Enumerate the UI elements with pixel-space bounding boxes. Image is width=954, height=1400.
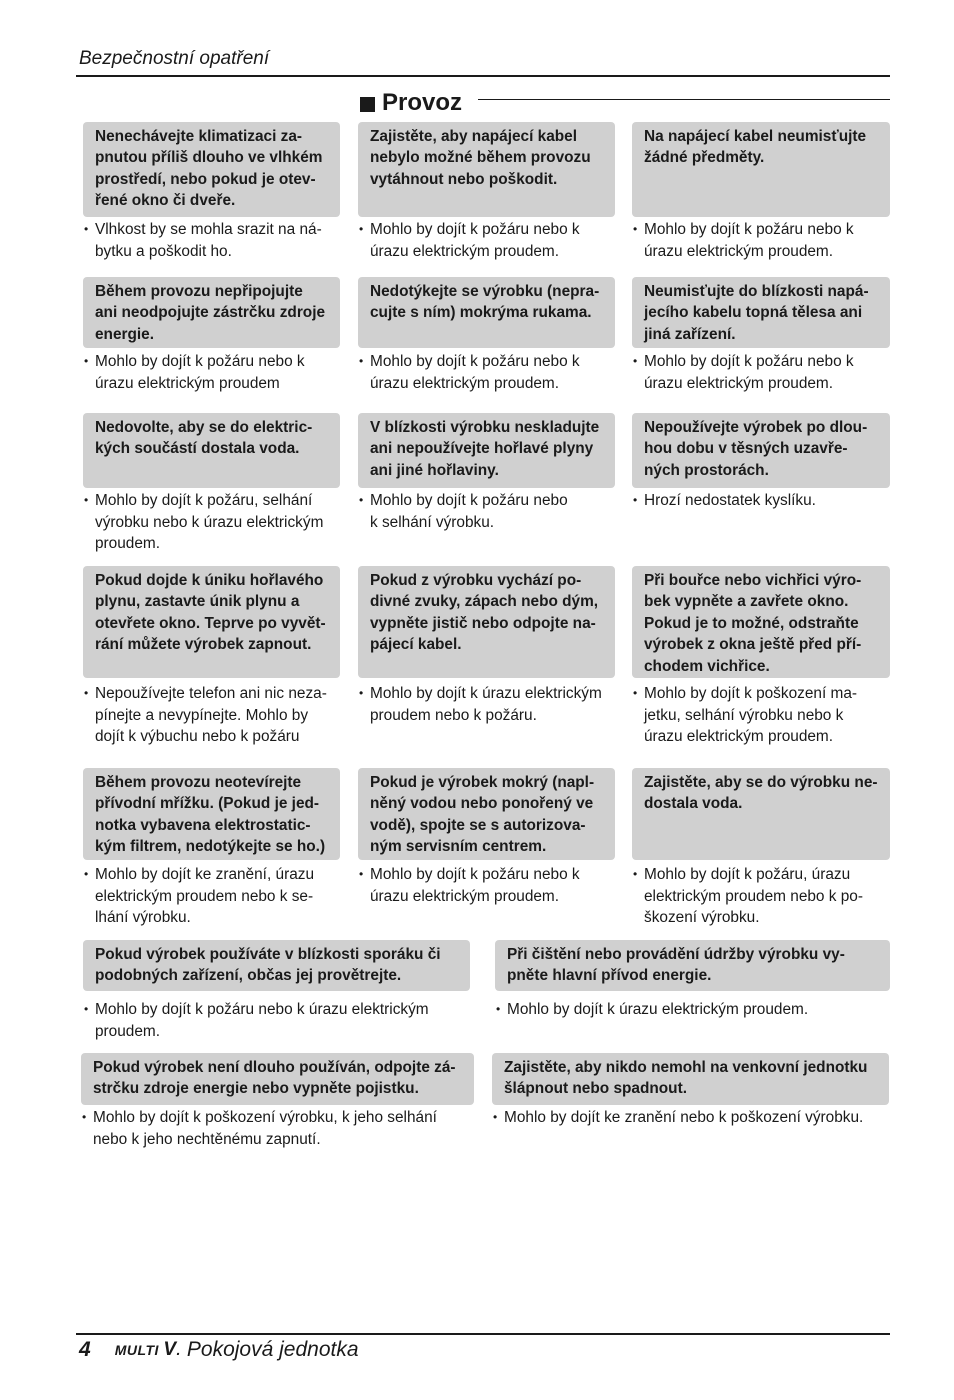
- warning-note: [632, 683, 898, 748]
- warning-box-line: kým filtrem, nedotýkejte se ho.): [95, 838, 326, 856]
- warning-box-line: ani jiné hořlaviny.: [370, 461, 499, 479]
- warning-note-line: Mohlo by dojít k požáru nebo k: [370, 866, 580, 883]
- warning-box-line: Pokud výrobek není dlouho používán, odpojte zá-: [93, 1059, 456, 1076]
- warning-note: [358, 219, 623, 262]
- warning-note: [83, 864, 348, 929]
- warning-box-line: Pokud je výrobek mokrý (napl-: [370, 774, 595, 791]
- warning-box-line: vytáhnout nebo poškodit.: [370, 170, 558, 188]
- warning-box: [83, 940, 470, 991]
- warning-box-line: šlápnout nebo spadnout.: [504, 1080, 687, 1098]
- warning-box-line: Zajistěte, aby se do výrobku ne-: [644, 774, 878, 791]
- section-heading: [360, 88, 462, 118]
- warning-note-line: Mohlo by dojít k požáru nebo k: [95, 353, 305, 370]
- warning-box-line: energie.: [95, 325, 155, 343]
- warning-box-line: Pokud z výrobku vychází po-: [370, 572, 582, 589]
- warning-note-line: bytku a poškodit ho.: [95, 242, 232, 260]
- bullet-icon: •: [84, 1002, 89, 1016]
- bullet-icon: •: [84, 493, 89, 507]
- warning-note: [358, 490, 623, 533]
- warning-box: [492, 1053, 889, 1105]
- warning-note: [358, 864, 623, 907]
- warning-note-line: Vlhkost by se mohla srazit na ná-: [95, 221, 322, 238]
- brand-logo-word: MULTI: [114, 1342, 159, 1358]
- warning-box: [358, 277, 615, 348]
- warning-box-line: Při bouřce nebo vichřici výro-: [644, 572, 862, 589]
- bullet-icon: •: [84, 686, 89, 700]
- warning-box-line: Na napájecí kabel neumisťujte: [644, 128, 867, 145]
- warning-note: [632, 351, 898, 394]
- bullet-icon: •: [633, 493, 638, 507]
- warning-box: [632, 413, 890, 488]
- warning-note-line: Mohlo by dojít k požáru nebo: [370, 492, 568, 509]
- warning-box-line: V blízkosti výrobku neskladujte: [370, 419, 600, 436]
- bullet-icon: •: [633, 222, 638, 236]
- warning-box-line: Pokud výrobek používáte v blízkosti sporáku či: [95, 946, 441, 963]
- warning-box-line: otevřete okno. Teprve po vyvět-: [95, 614, 326, 632]
- warning-box-line: Neumisťujte do blízkosti napá-: [644, 283, 869, 300]
- warning-note-line: škození výrobku.: [644, 909, 760, 927]
- warning-box-line: řené okno či dveře.: [95, 192, 236, 210]
- warning-box-line: cujte s ním) mokrýma rukama.: [370, 304, 592, 322]
- warning-note: [492, 1107, 897, 1129]
- warning-note-line: elektrickým proudem nebo k se-: [95, 887, 314, 905]
- warning-note-line: úrazu elektrickým proudem.: [644, 374, 834, 392]
- warning-box-line: Pokud je to možné, odstraňte: [644, 614, 859, 632]
- brand-logo-mark: .: [176, 1342, 181, 1358]
- warning-note-line: lhání výrobku.: [95, 909, 191, 927]
- warning-note-line: Hrozí nedostatek kyslíku.: [644, 492, 816, 509]
- bullet-icon: •: [359, 222, 364, 236]
- bullet-icon: •: [84, 867, 89, 881]
- warning-box: [632, 566, 890, 678]
- bullet-icon: •: [633, 686, 638, 700]
- warning-note: [632, 490, 898, 512]
- warning-box-line: pnutou příliš dlouho ve vlhkém: [95, 149, 323, 167]
- warning-note: [495, 999, 898, 1021]
- footer-title: Pokojová jednotka: [186, 1338, 359, 1361]
- warning-box-line: Nepoužívejte výrobek po dlou-: [644, 419, 868, 436]
- warning-box-line: vodě), spojte se s autorizova-: [370, 816, 586, 834]
- warning-note-line: Mohlo by dojít k úrazu elektrickým: [370, 685, 602, 702]
- warning-note-line: Mohlo by dojít ke zranění, úrazu: [95, 866, 315, 883]
- warning-note: [83, 351, 348, 394]
- warning-note: [358, 683, 623, 726]
- warning-box-line: divné zvuky, zápach nebo dým,: [370, 593, 599, 611]
- section-divider: [478, 99, 890, 100]
- warning-box-line: pájecí kabel.: [370, 636, 462, 654]
- warning-box-line: Pokud dojde k úniku hořlavého: [95, 572, 324, 589]
- page-number: 4: [79, 1338, 91, 1361]
- warning-note-line: Mohlo by dojít k úrazu elektrickým proudem.: [507, 1001, 809, 1018]
- warning-box-line: Nenechávejte klimatizaci za-: [95, 128, 303, 145]
- warning-note-line: Mohlo by dojít k požáru, selhání: [95, 492, 313, 509]
- bullet-icon: •: [84, 222, 89, 236]
- warning-box: [358, 122, 615, 217]
- warning-note-line: úrazu elektrickým proudem.: [644, 728, 834, 746]
- warning-note-line: Mohlo by dojít k požáru, úrazu: [644, 866, 851, 883]
- page-header-title: Bezpečnostní opatření: [79, 48, 270, 69]
- warning-box-line: pněte hlavní přívod energie.: [507, 967, 712, 985]
- warning-note-line: Mohlo by dojít k poškození výrobku, k jeho selhání: [93, 1109, 437, 1126]
- warning-box: [358, 566, 615, 678]
- warning-box: [83, 566, 340, 678]
- warning-box-line: Během provozu nepřipojujte: [95, 283, 303, 300]
- warning-note-line: Mohlo by dojít k poškození ma-: [644, 685, 858, 702]
- warning-box-line: ných prostorách.: [644, 461, 769, 479]
- warning-box-line: chodem vichřice.: [644, 657, 770, 675]
- bullet-icon: •: [633, 867, 638, 881]
- warning-box-line: nebylo možné během provozu: [370, 149, 591, 167]
- warning-box-line: hou dobu v těsných uzavře-: [644, 440, 848, 458]
- warning-box: [81, 1053, 474, 1105]
- warning-note-line: Mohlo by dojít k požáru nebo k: [370, 221, 580, 238]
- warning-note: [83, 683, 348, 748]
- warning-note: [632, 219, 898, 262]
- warning-box-line: dostala voda.: [644, 795, 743, 813]
- warning-box: [358, 413, 615, 488]
- warning-box-line: ani nepoužívejte hořlavé plyny: [370, 440, 594, 458]
- warning-note: [83, 219, 348, 262]
- warning-note-line: nebo k jeho nechtěnému zapnutí.: [93, 1130, 321, 1148]
- warning-box-line: výrobek z okna ještě před pří-: [644, 636, 862, 654]
- brand-logo-letter: V: [163, 1339, 177, 1360]
- bullet-icon: •: [82, 1110, 87, 1124]
- warning-box: [83, 122, 340, 217]
- page-footer: [79, 1336, 359, 1364]
- warning-note-line: proudem.: [95, 1022, 161, 1040]
- warning-box-line: notka vybavena elektrostatic-: [95, 816, 311, 834]
- warning-box-line: vypněte jistič nebo odpojte na-: [370, 614, 596, 632]
- warning-note-line: úrazu elektrickým proudem.: [370, 374, 560, 392]
- warning-box-line: Zajistěte, aby nikdo nemohl na venkovní jednotku: [504, 1059, 868, 1076]
- warning-note-line: úrazu elektrickým proudem.: [370, 887, 560, 905]
- warning-box-line: Při čištění nebo provádění údržby výrobku vy-: [507, 946, 845, 963]
- warning-note: [83, 999, 478, 1042]
- warning-box-line: Nedovolte, aby se do elektric-: [95, 419, 313, 436]
- warning-box: [83, 413, 340, 488]
- warning-box-line: prostředí, nebo pokud je otev-: [95, 170, 316, 188]
- warning-box: [632, 122, 890, 217]
- bullet-icon: •: [84, 354, 89, 368]
- warning-box-line: Zajistěte, aby napájecí kabel: [370, 128, 578, 145]
- warning-box-line: přívodní mřížku. (Pokud je jed-: [95, 795, 320, 813]
- warning-note-line: úrazu elektrickým proudem: [95, 374, 280, 392]
- warning-box-line: podobných zařízení, občas jej provětrejte.: [95, 967, 402, 985]
- warning-note-line: proudem nebo k požáru.: [370, 706, 537, 724]
- warning-note-line: Mohlo by dojít ke zranění nebo k poškození výrobku.: [504, 1109, 864, 1126]
- warning-note-line: Mohlo by dojít k požáru nebo k: [644, 353, 854, 370]
- warning-box: [632, 277, 890, 348]
- warning-box-line: bek vypněte a zavřete okno.: [644, 593, 849, 611]
- bullet-icon: •: [359, 354, 364, 368]
- header-divider: [76, 75, 890, 77]
- warning-box: [83, 277, 340, 348]
- warning-note-line: Mohlo by dojít k požáru nebo k: [370, 353, 580, 370]
- warning-box-line: strčku zdroje energie nebo vypněte pojistku.: [93, 1080, 419, 1098]
- warning-note: [632, 864, 898, 929]
- warning-box-line: jiná zařízení.: [644, 325, 736, 343]
- warning-note: [81, 1107, 482, 1150]
- warning-box-line: něný vodou nebo ponořený ve: [370, 795, 594, 813]
- warning-note-line: výrobku nebo k úrazu elektrickým: [95, 513, 324, 531]
- warning-note-line: jetku, selhání výrobku nebo k: [644, 706, 844, 724]
- warning-note-line: proudem.: [95, 535, 161, 553]
- warning-box-line: plynu, zastavte únik plynu a: [95, 593, 300, 611]
- bullet-icon: •: [359, 867, 364, 881]
- warning-box-line: žádné předměty.: [644, 149, 765, 167]
- warning-note-line: úrazu elektrickým proudem.: [370, 242, 560, 260]
- warning-box-line: Nedotýkejte se výrobku (nepra-: [370, 283, 600, 300]
- warning-note-line: Nepoužívejte telefon ani nic neza-: [95, 685, 327, 702]
- bullet-icon: •: [493, 1110, 498, 1124]
- bullet-icon: •: [633, 354, 638, 368]
- brand-logo: [115, 1339, 181, 1361]
- warning-note-line: pínejte a nevypínejte. Mohlo by: [95, 706, 309, 724]
- warning-note: [83, 490, 348, 555]
- warning-note-line: úrazu elektrickým proudem.: [644, 242, 834, 260]
- warning-box-line: Během provozu neotevírejte: [95, 774, 302, 791]
- warning-box: [83, 768, 340, 860]
- bullet-icon: •: [359, 686, 364, 700]
- warning-note-line: Mohlo by dojít k požáru nebo k: [644, 221, 854, 238]
- warning-note-line: Mohlo by dojít k požáru nebo k úrazu elektrickým: [95, 1001, 429, 1018]
- warning-box-line: kých součástí dostala voda.: [95, 440, 300, 458]
- warning-box-line: jecího kabelu topná tělesa ani: [644, 304, 863, 322]
- section-title: Provoz: [382, 89, 463, 116]
- warning-box: [495, 940, 890, 991]
- warning-box-line: ným servisním centrem.: [370, 838, 547, 856]
- bullet-icon: •: [496, 1002, 501, 1016]
- warning-note-line: elektrickým proudem nebo k po-: [644, 887, 863, 905]
- section-square-icon: [360, 97, 375, 112]
- warning-box-line: rání můžete výrobek zapnout.: [95, 636, 312, 654]
- warning-note-line: k selhání výrobku.: [370, 513, 495, 531]
- warning-note-line: dojít k výbuchu nebo k požáru: [95, 728, 300, 746]
- warning-box: [632, 768, 890, 860]
- footer-divider: [76, 1333, 890, 1335]
- warning-box-line: ani neodpojujte zástrčku zdroje: [95, 304, 326, 322]
- warning-box: [358, 768, 615, 860]
- warning-note: [358, 351, 623, 394]
- bullet-icon: •: [359, 493, 364, 507]
